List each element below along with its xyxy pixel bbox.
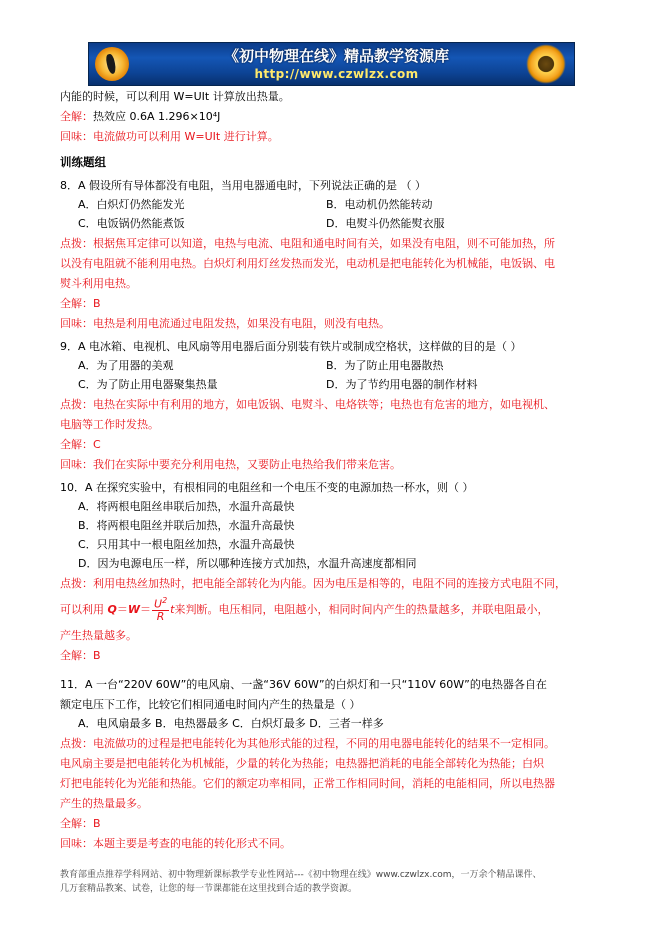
question-11-options[interactable]: A．电风扇最多 B．电热器最多 C．白炽灯最多 D．三者一样多 (78, 717, 384, 730)
question-10-option-d[interactable]: D．因为电源电压一样，所以哪种连接方式加热，水温升高速度都相同 (78, 557, 417, 570)
question-9-option-b[interactable]: B．为了防止用电器散热 (326, 359, 444, 372)
footer-line-1: 教育部重点推荐学科网站、初中物理新课标教学专业性网站---《初中物理在线》www.czwlzx.com，一万余个精品课件、 (60, 870, 542, 880)
top-line-2-label: 全解： (60, 110, 93, 123)
question-11-answer-label: 全解： (60, 817, 93, 830)
formula-eq-2: ＝ (140, 603, 151, 616)
question-11-tip-line-3: 灯把电能转化为光能和热能。它们的额定功率相同，正常工作相同时间，消耗的电能相同，所以电热器 (60, 777, 555, 790)
question-9-review-text: 我们在实际中要充分利用电热，又要防止电热给我们带来危害。 (93, 458, 401, 471)
question-10-option-a[interactable]: A．将两根电阻丝串联后加热，水温升高最快 (78, 500, 295, 513)
question-8-tip-line-2: 以没有电阻就不能利用电热。白炽灯利用灯丝发热而发光，电动机是把电能转化为机械能，电饭锅、电 (60, 257, 555, 270)
formula-fraction (152, 595, 169, 622)
question-10-answer-label: 全解： (60, 649, 93, 662)
question-11-tip-line-4: 产生的热量最多。 (60, 797, 148, 810)
question-10-tip-line-1 (60, 575, 605, 592)
formula-numerator-exp: 2 (162, 596, 168, 606)
question-9-option-a[interactable]: A．为了用器的美观 (78, 359, 174, 372)
formula-prefix: 可以利用 (60, 603, 104, 616)
question-11-tip-line-1 (60, 735, 605, 752)
question-8-tip-line-3: 熨斗利用电热。 (60, 277, 137, 290)
formula-q: Q (107, 603, 117, 616)
formula-suffix: 来判断。电压相同，电阻越小，相同时间内产生的热量越多，并联电阻最小， (174, 603, 549, 616)
formula-denominator: R (156, 610, 165, 623)
question-9-stem: 9．A 电冰箱、电视机、电风扇等用电器后面分别装有铁片或制成空格状，这样做的目的是（ ） (60, 340, 522, 353)
question-8-answer (60, 295, 605, 312)
question-10-stem: 10．A 在探究实验中，有根相同的电阻丝和一个电压不变的电源加热一杯水，则（ ） (60, 481, 474, 494)
formula-w: W (127, 603, 140, 616)
site-banner (88, 42, 575, 86)
question-9-tip-text-1: 电热在实际中有利用的地方，如电饭锅、电熨斗、电烙铁等；电热也有危害的地方，如电视机、 (93, 398, 555, 411)
question-9-tip-line-1 (60, 396, 605, 413)
banner-url[interactable]: http://www.czwlzx.com (254, 67, 419, 81)
top-line-3-label: 回味： (60, 130, 93, 143)
question-8-option-b[interactable]: B．电动机仍然能转动 (326, 198, 433, 211)
question-8-tip-text-1: 根据焦耳定律可以知道，电热与电流、电阻和通电时间有关，如果没有电阻，则不可能加热，所 (93, 237, 555, 250)
question-9-option-c[interactable]: C．为了防止用电器聚集热量 (78, 378, 218, 391)
question-10-answer-value: B (93, 649, 101, 662)
question-10-formula-line (60, 595, 605, 625)
top-line-1: 内能的时候，可以利用 W=UIt 计算放出热量。 (60, 90, 290, 103)
question-9-answer-value: C (93, 438, 101, 451)
question-9-review-label: 回味： (60, 458, 93, 471)
question-10-tip-text-1: 利用电热丝加热时，把电能全部转化为内能。因为电压是相等的，电阻不同的连接方式电阻不同， (93, 577, 566, 590)
top-line-3-text: 电流做功可以利用 W=UIt 进行计算。 (93, 130, 279, 143)
question-11-review-label: 回味： (60, 837, 93, 850)
question-9-options-row-2 (78, 377, 605, 393)
question-11-tip-line-2: 电风扇主要是把电能转化为机械能，少量的转化为热能；电热器把消耗的电能全部转化为热能；白炽 (60, 757, 544, 770)
question-9-option-d[interactable]: D．为了节约用电器的制作材料 (326, 378, 478, 391)
question-11-review-text: 本题主要是考查的电能的转化形式不同。 (93, 837, 291, 850)
question-8-option-c[interactable]: C．电饭锅仍然能煮饭 (78, 217, 185, 230)
footer-line-2: 几万套精品教案、试卷，让您的每一节课都能在这里找到合适的教学资源。 (60, 884, 358, 894)
question-9-answer-label: 全解： (60, 438, 93, 451)
question-10-option-b[interactable]: B．将两根电阻丝并联后加热，水温升高最快 (78, 519, 295, 532)
question-10-tip-line-2: 产生热量越多。 (60, 629, 137, 642)
formula-numerator-var: U (154, 598, 163, 611)
question-11-stem-line-2: 额定电压下工作，比较它们相同通电时间内产生的热量是（ ） (60, 698, 361, 711)
question-11-tip-label: 点拨： (60, 737, 93, 750)
top-line-2 (60, 108, 605, 125)
document-content (60, 88, 605, 855)
question-8-option-a[interactable]: A．白炽灯仍然能发光 (78, 198, 185, 211)
section-title: 训练题组 (60, 155, 106, 169)
question-11-answer (60, 815, 605, 832)
banner-title: 《初中物理在线》精品教学资源库 (223, 47, 449, 65)
question-8-options-row-2 (78, 216, 605, 232)
question-9-review (60, 456, 605, 473)
question-11-answer-value: B (93, 817, 101, 830)
question-8-review-text: 电热是利用电流通过电阻发热，如果没有电阻，则没有电热。 (93, 317, 390, 330)
formula-numerator (152, 595, 169, 611)
question-9-options-row-1 (78, 358, 605, 374)
formula-eq-1: ＝ (116, 603, 128, 616)
question-8-review-label: 回味： (60, 317, 93, 330)
question-8-stem: 8．A 假设所有导体都没有电阻，当用电器通电时，下列说法正确的是 （ ） (60, 179, 427, 192)
top-line-3 (60, 128, 605, 145)
question-9-tip-line-2: 电脑等工作时发热。 (60, 418, 159, 431)
page-footer (60, 868, 605, 896)
question-9-tip-label: 点拨： (60, 398, 93, 411)
question-9-answer (60, 436, 605, 453)
sun-logo-icon (95, 47, 129, 81)
question-11-tip-text-1: 电流做功的过程是把电能转化为其他形式能的过程，不同的用电器电能转化的结果不一定相同。 (93, 737, 555, 750)
formula-tail: t (170, 603, 175, 616)
question-8-tip-label: 点拨： (60, 237, 93, 250)
question-8-answer-value: B (93, 297, 101, 310)
question-10-answer (60, 647, 605, 664)
question-11-review (60, 835, 605, 852)
question-8-tip-line-1 (60, 235, 605, 252)
question-8-review (60, 315, 605, 332)
question-8-option-d[interactable]: D．电熨斗仍然能熨衣服 (326, 217, 445, 230)
question-8-options-row-1 (78, 197, 605, 213)
question-11-stem-line-1: 11．A 一台“220V 60W”的电风扇、一盏“36V 60W”的白炽灯和一只“110V 60W”的电热器各自在 (60, 678, 547, 691)
question-8-answer-label: 全解： (60, 297, 93, 310)
question-10-tip-label: 点拨： (60, 577, 93, 590)
question-10-option-c[interactable]: C．只用其中一根电阻丝加热，水温升高最快 (78, 538, 295, 551)
top-line-2-text: 热效应 0.6A 1.296×10⁴J (93, 110, 221, 123)
